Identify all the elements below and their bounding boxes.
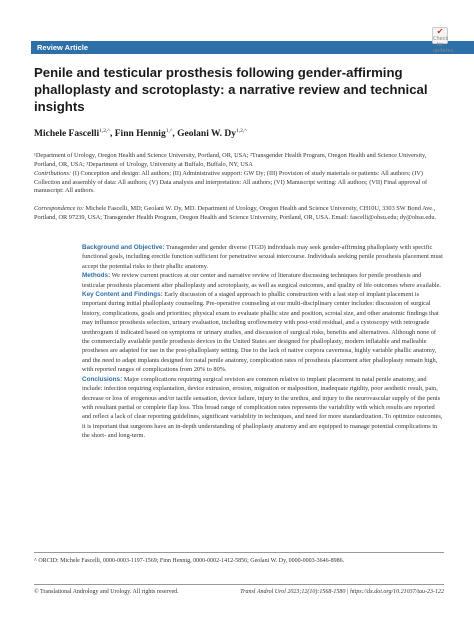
article-title: Penile and testicular prosthesis following gender-affirming phalloplasty and scrotoplasty: a narrative review and technical insights [34, 65, 428, 114]
abstract-text: Transgender and gender diverse (TGD) individuals may seek gender-affirming phalloplasty with specific functional goals, including erectile function sufficient for penetrative sexual intercourse. Individuals seeking penile prosthesis placement must accept the potential risks to their phallic anatomy. [82, 244, 443, 270]
contributions-label: Contributions: [34, 170, 72, 177]
contributions-text: (I) Conception and design: All authors; (II) Administrative support: GW Dy; (III) Provision of study materials or patients: All authors; (IV) Collection and assembly of data: All authors; (V) Data analysis and interpretation: All authors; (VI) Manuscript writing: All authors; (VII) Final approval of manuscript: All authors. [34, 170, 428, 195]
correspondence-label: Correspondence to: [34, 205, 84, 212]
copyright-notice: © Translational Andrology and Urology. All rights reserved. [34, 589, 179, 595]
author-superscript: 1,2,^ [99, 128, 110, 134]
abstract-section [82, 290, 443, 375]
abstract-text: We review current practices at our center and narrative review of literature discussing techniques for penile prosthesis and testicular prosthesis placement after phalloplasty and scrotoplasty, as well as surgical outcomes, and quality of life outcomes where available. [82, 272, 442, 289]
abstract-heading: Conclusions: [82, 375, 123, 383]
abstract-section [82, 271, 443, 290]
check-updates-icon: ✔ [436, 27, 444, 36]
check-for-updates-badge[interactable] [432, 27, 454, 54]
abstract [82, 243, 443, 441]
abstract-heading: Methods: [82, 272, 111, 280]
abstract-section [82, 375, 443, 441]
correspondence [34, 205, 444, 222]
author-list: Michele Fascelli$^{1,2,\^{}}$, Finn Hennig$^{1,\^{}}$, Geolani W. $Dy^{1,2,\^{}}$ [34, 128, 247, 140]
affiliations: ¹Department of Urology, Oregon Health and Science University, Portland, OR, USA; ²Transgender Health Program, Oregon Health and Science University, Portland, OR, USA; ³Department of Urology, University at Buffalo, Buffalo, NY, USA [34, 152, 427, 168]
abstract-text: Early discussion of a staged approach to phallic construction with a last step of implant placement is important during initial phalloplasty counseling. Pre-operative counseling at our multi-disciplinary center includes: discussion of surgical history, complications, goals and priorities; physical exam to evaluate phallic size and position, scrotal size, and other anatomic findings that may influence prosthesis selection, urinary evaluation, including uroflowmetry with post-void residual, and a cystoscopy with retrograde urethrogram if indicated based on symptoms or urinary studies, and discussion of surgical risks, benefits and alternatives. Although none of the commercially available penile prosthesis devices in the United States are designed for phalloplasty, modern inflatable and malleable prostheses are adapted for use in the post-phalloplasty setting. Due to the lack of native corpora cavernosa, highly variable phallic anatomy, and the need to adapt implants designed for natal penile anatomy, complication rates of prosthesis placement after phalloplasty remain high, with reported ranges of complications from 20% to 80%. [82, 291, 439, 374]
article-type-label: Review Article [37, 43, 88, 52]
author-name: Finn Hennig [114, 129, 166, 140]
author-name: Michele Fascelli [34, 129, 100, 140]
citation-line[interactable]: Transl Androl Urol 2023;12(10):1568-1580 | https://dx.doi.org/10.21037/tau-23-122 [240, 589, 444, 595]
orcid-footnote: ^ ORCID: Michele Fascelli, 0000-0003-1197-1569; Finn Hennig, 0000-0002-1412-5856; Geolani W. Dy, 0000-0003-3646-8986. [34, 552, 444, 564]
author-name: Geolani W. Dy [177, 129, 237, 140]
article-type-banner [31, 41, 474, 54]
author-superscript: 1,^ [165, 128, 173, 134]
contributions [34, 170, 444, 196]
abstract-section [82, 243, 443, 271]
author-superscript: 1,2,^ [236, 128, 247, 134]
abstract-text: Major complications requiring surgical revision are common relative to implant placement in natal penile anatomy, and include: infection requiring explantation, device extrusion, erosion, migration or malposition, inadequate rigidity, poor aesthetic result, pain, decrease or loss of erogenous and/or tactile sensation, device failure, injury to the urethra, and injury to the neurovascular supply of the penis with resultant partial or complete flap loss. This broad range of complication rates represents the variability with which results are reported and reflect a lack of clear reporting guidelines, significant variability in techniques, and need for more standardization. To optimize outcomes, it is important that surgeons have an in-depth understanding of phalloplasty anatomy and are equipped to manage potential complications in the short- and long-term. [82, 375, 443, 440]
abstract-heading: Background and Objective: [82, 244, 165, 251]
check-updates-label: Check for updates [433, 36, 454, 54]
page-footer [34, 584, 444, 595]
correspondence-text: Michele Fascelli, MD; Geolani W. Dy, MD. Department of Urology, Oregon Health and Science University, CH10U, 3303 SW Bond Ave., Portland, OR 97239, USA; Transgender Health Program, Oregon Health and Science University, Portland, OR, USA. Email: fascelli@ohsu.edu; dy@ohsu.edu. [34, 205, 437, 221]
abstract-heading: Key Content and Findings: [82, 291, 163, 299]
